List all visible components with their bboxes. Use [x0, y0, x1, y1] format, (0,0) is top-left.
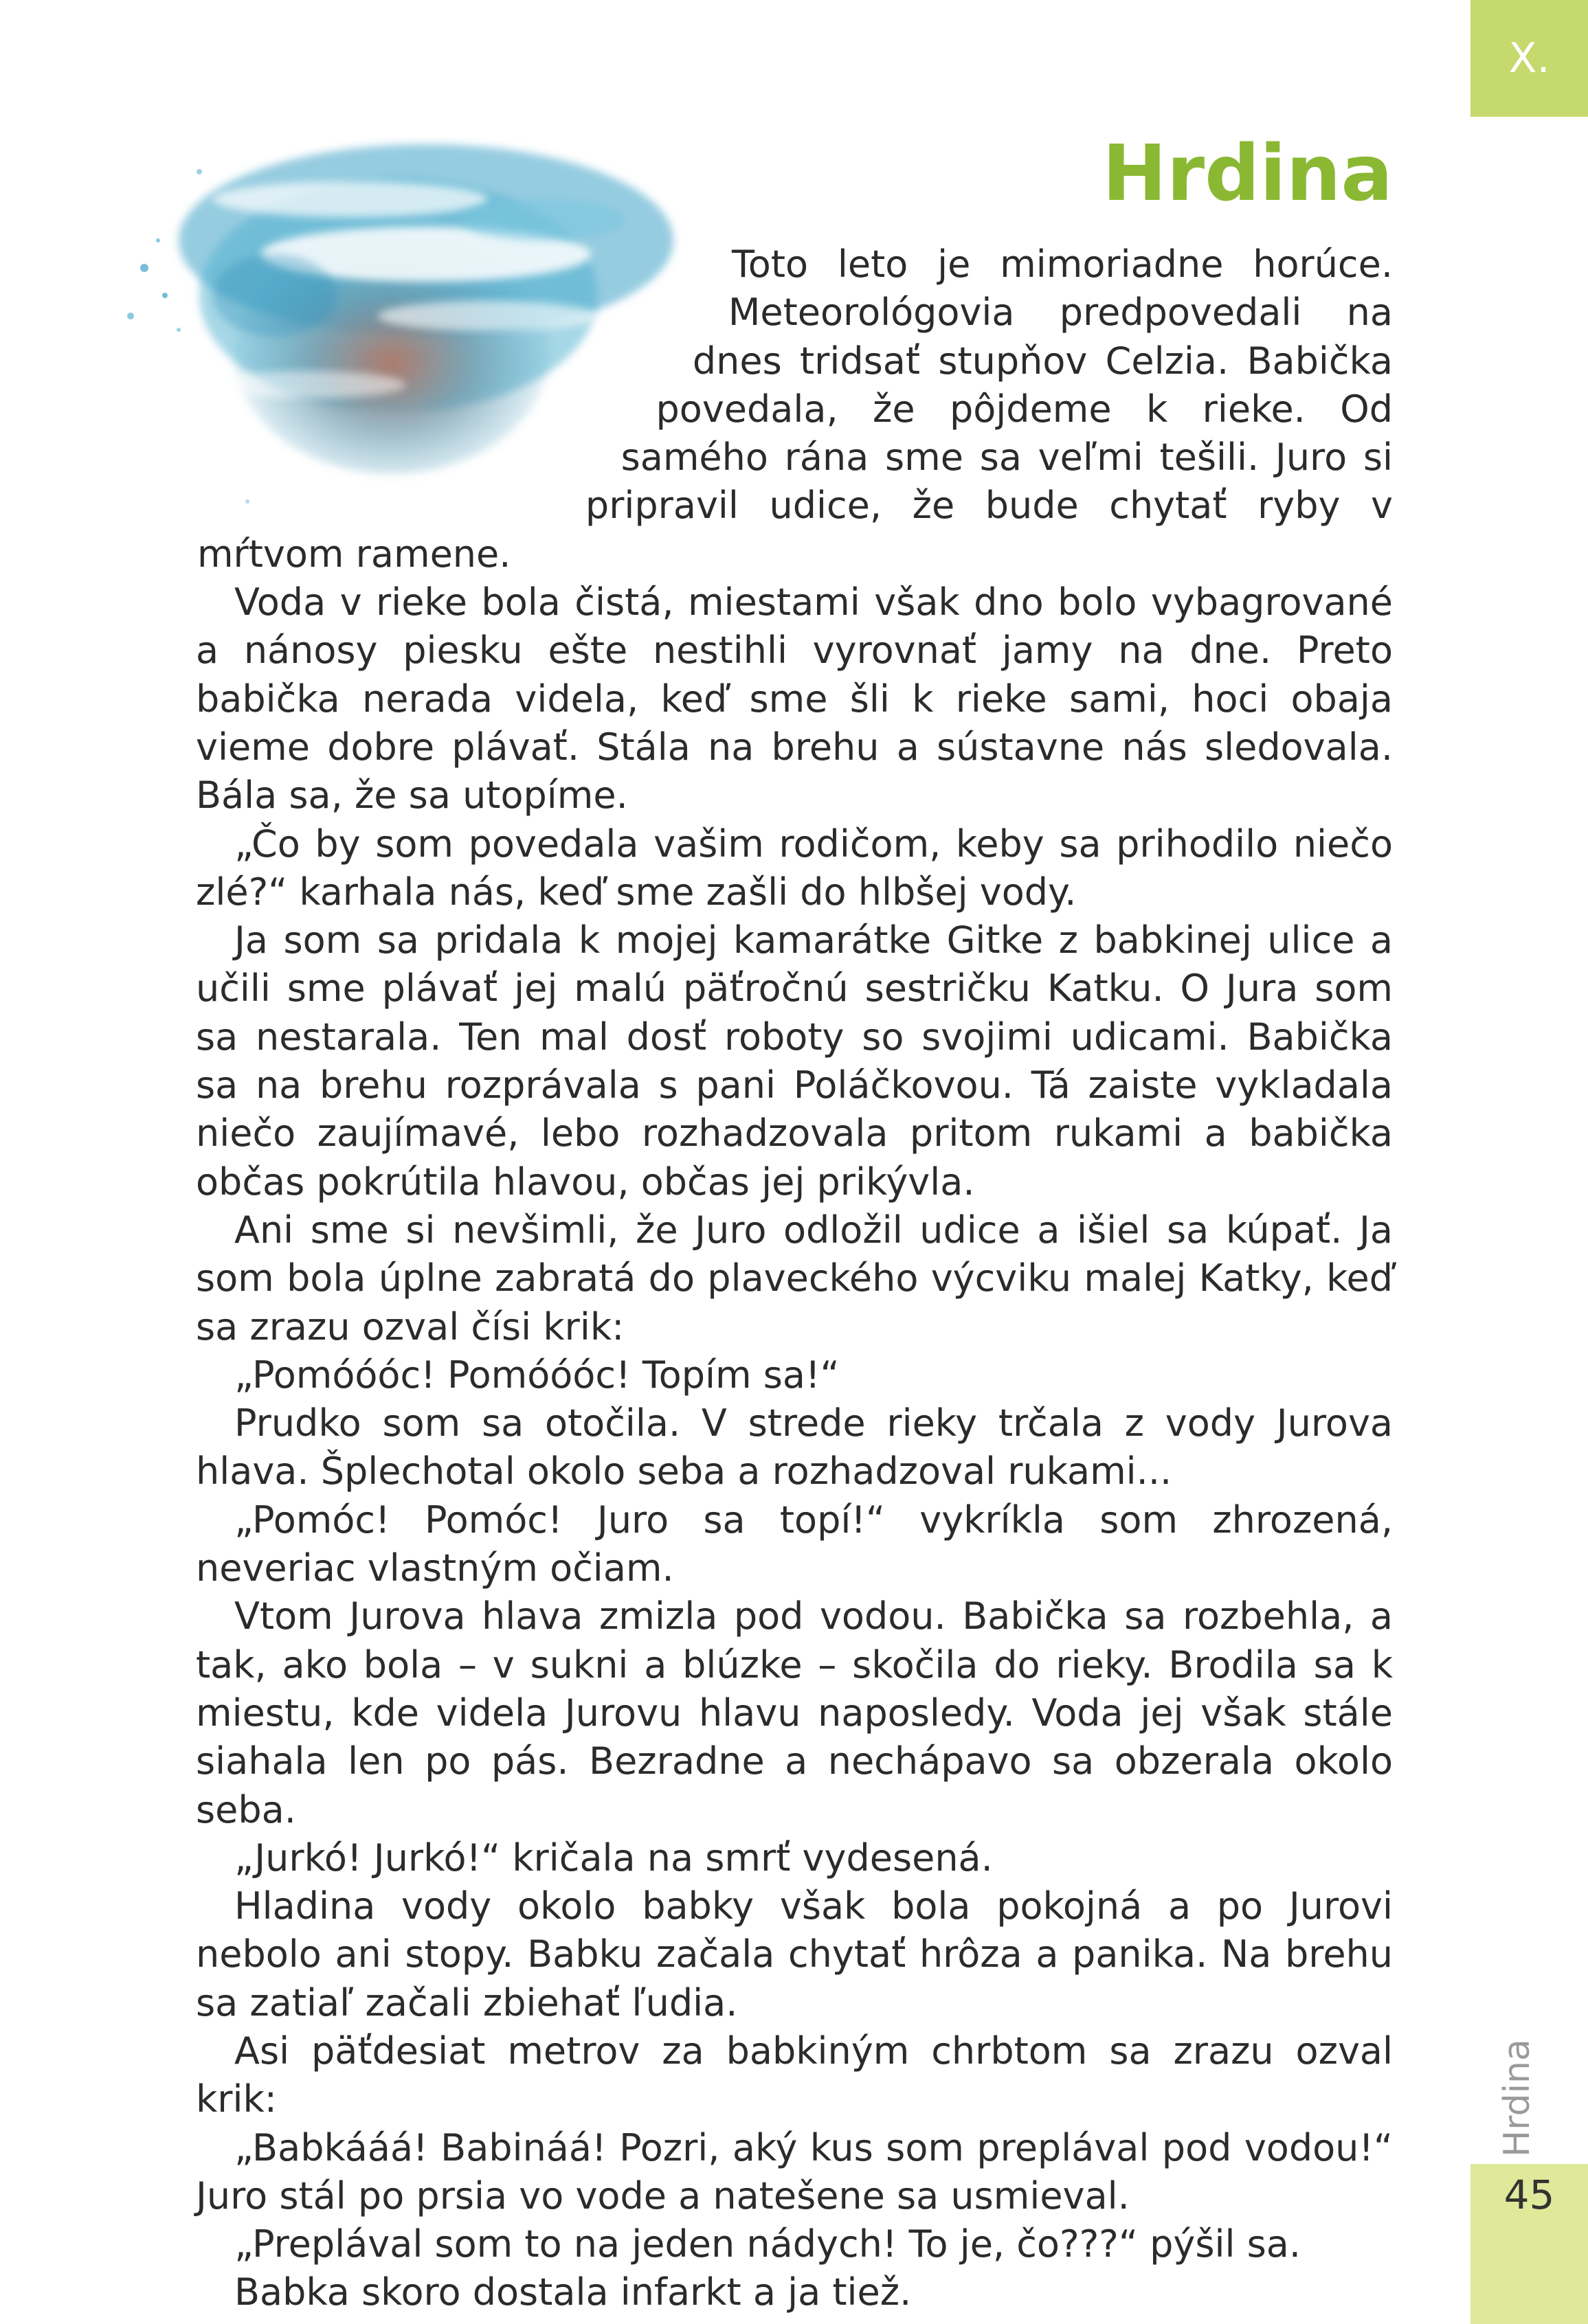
- paragraph: „Pomóc! Pomóc! Juro sa topí!“ vykríkla som zhrozená, neveriac vlastným očiam.: [196, 1498, 1393, 1590]
- page-title: Hrdina: [1102, 129, 1393, 218]
- paragraph: Toto leto je mimoriadne horúce. Meteorológovia predpovedali na dnes tridsať stupňov Celzia. Babička povedala, že pôjdeme k rieke. Od samého rána sme sa veľmi tešili. Juro si pripravil udice, že bude chytať ryby v mŕtvom ramene.: [197, 242, 1393, 576]
- paragraph: Voda v rieke bola čistá, miestami však dno bolo vybagrované a nánosy piesku ešte nestihli vyrovnať jamy na dne. Preto babička nerada videla, keď sme šli k rieke sami, hoci obaja vieme dobre plávať. Stála na brehu a sústavne nás sledovala. Bála sa, že sa utopíme.: [196, 580, 1393, 817]
- story-text: [196, 240, 1393, 2317]
- paragraph: „Preplával som to na jeden nádych! To je, čo???“ pýšil sa.: [234, 2222, 1301, 2266]
- paragraph: Ja som sa pridala k mojej kamarátke Gitke z babkinej ulice a učili sme plávať jej malú päťročnú sestričku Katku. O Jura som sa nestarala. Ten mal dosť roboty so svojimi udicami. Babička sa na brehu rozprávala s pani Poláčkovou. Tá zaiste vykladala niečo zaujímavé, lebo rozhadzovala pritom rukami a babička občas pokrútila hlavou, občas jej prikývla.: [196, 918, 1393, 1204]
- paragraph: „Pomóóóc! Pomóóóc! Topím sa!“: [234, 1353, 840, 1397]
- paragraph: Asi päťdesiat metrov za babkiným chrbtom sa zrazu ozval krik:: [196, 2029, 1393, 2121]
- paragraph: „Babkááá! Babináá! Pozri, aký kus som preplával pod vodou!“ Juro stál po prsia vo vode a natešene sa usmieval.: [196, 2125, 1393, 2218]
- paragraph: „Jurkó! Jurkó!“ kričala na smrť vydesená.: [234, 1836, 993, 1880]
- page-number: 45: [1503, 2171, 1555, 2218]
- paragraph: Ani sme si nevšimli, že Juro odložil udice a išiel sa kúpať. Ja som bola úplne zabratá do plaveckého výcviku malej Katky, keď sa zrazu ozval čísi krik:: [196, 1208, 1393, 1349]
- paragraph: Vtom Jurova hlava zmizla pod vodou. Babička sa rozbehla, a tak, ako bola – v sukni a blúzke – skočila do rieky. Brodila sa k miestu, kde videla Jurovu hlavu naposledy. Voda jej však stále siahala len po pás. Bezradne a nechápavo sa obzerala okolo seba.: [196, 1594, 1393, 1831]
- paragraph: Prudko som sa otočila. V strede rieky trčala z vody Jurova hlava. Šplechotal okolo seba a rozhadzoval rukami...: [196, 1401, 1393, 1493]
- paragraph: Babka skoro dostala infarkt a ja tiež.: [234, 2270, 912, 2314]
- paragraph: Hladina vody okolo babky však bola pokojná a po Jurovi nebolo ani stopy. Babku začala chytať hrôza a panika. Na brehu sa zatiaľ začali zbiehať ľudia.: [196, 1884, 1393, 2024]
- chapter-marker: X.: [1470, 0, 1588, 117]
- paragraph: „Čo by som povedala vašim rodičom, keby sa prihodilo niečo zlé?“ karhala nás, keď sme zašli do hlbšej vody.: [196, 822, 1393, 914]
- running-title: Hrdina: [1497, 2039, 1538, 2157]
